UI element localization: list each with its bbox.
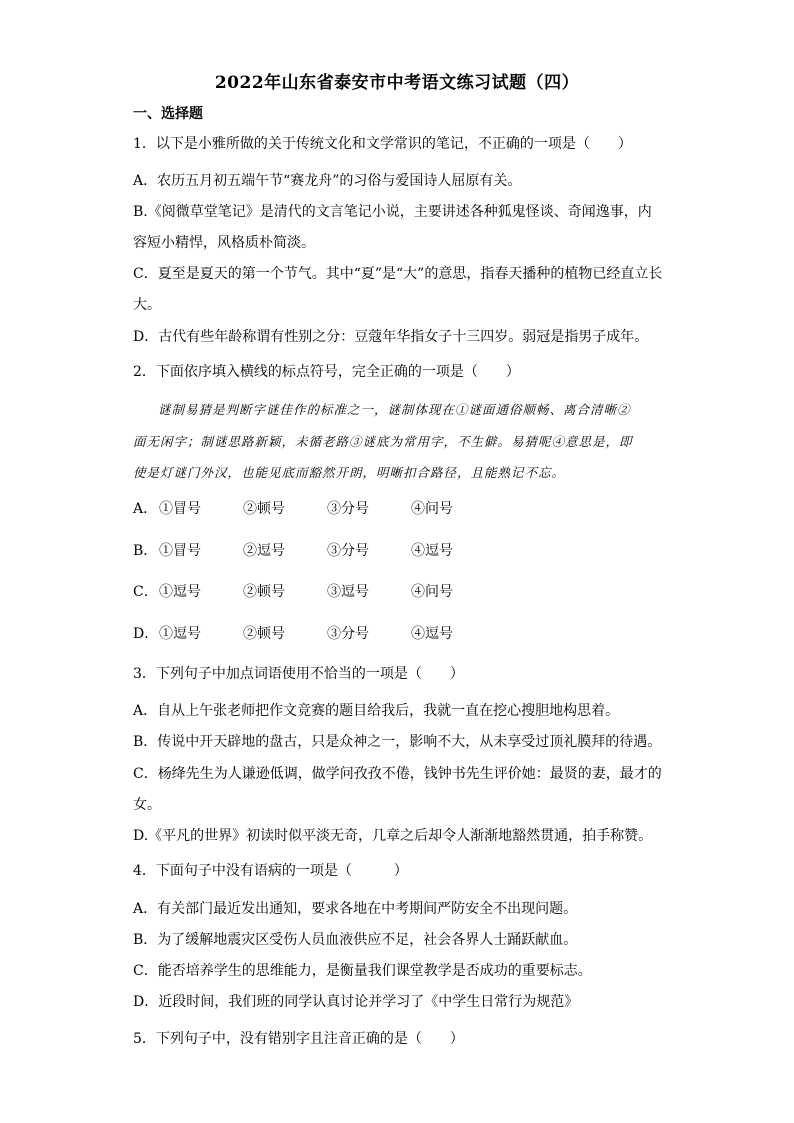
option-choice: ②顿号	[243, 626, 285, 642]
q3-option-c-line2: 女。	[133, 797, 161, 813]
q2-passage-line3: 使是灯谜门外汉，也能见底而豁然开朗，明晰扣合路径，且能熟记不忘。	[133, 465, 566, 480]
q1-option-b-line2: 容短小精悍，风格质朴简淡。	[133, 235, 315, 251]
q2-option-a	[133, 498, 495, 518]
option-choice: ③分号	[327, 501, 369, 517]
page-title: 2022年山东省泰安市中考语文练习试题（四）	[214, 73, 580, 93]
option-letter: B．	[133, 543, 158, 559]
option-letter: D．	[133, 626, 159, 642]
q3-option-d: D.《平凡的世界》初读时似平淡无奇，几章之后却令人渐渐地豁然贯通，拍手称赞。	[133, 828, 653, 844]
option-choice: ①冒号	[159, 543, 201, 559]
option-choice: ④问号	[411, 501, 453, 517]
option-choice: ②顿号	[243, 584, 285, 600]
option-choice: ①逗号	[159, 626, 201, 642]
q4-option-d: D．近段时间，我们班的同学认真讨论并学习了《中学生日常行为规范》	[133, 994, 579, 1010]
q2-option-c	[133, 581, 495, 601]
option-letter: C．	[133, 584, 158, 600]
option-choice: ④问号	[411, 584, 453, 600]
option-choice: ②逗号	[243, 543, 285, 559]
q1-option-c-line2: 大。	[133, 297, 161, 313]
q4-option-a: A．有关部门最近发出通知，要求各地在中考期间严防安全不出现问题。	[133, 901, 578, 917]
option-choice: ①冒号	[159, 501, 201, 517]
option-choice: ②顿号	[243, 501, 285, 517]
q5-stem: 5．下列句子中，没有错别字且注音正确的是（ ）	[133, 1031, 464, 1047]
q2-passage-line2: 面无闲字；制谜思路新颖，未循老路③谜底为常用字，不生僻。易猜呢④意思是，即	[133, 434, 633, 449]
q4-stem: 4．下面句子中没有语病的一项是（ ）	[133, 863, 408, 879]
q4-option-b: B．为了缓解地震灾区受伤人员血液供应不足，社会各界人士踊跃献血。	[133, 932, 578, 948]
option-choice: ④逗号	[411, 543, 453, 559]
q2-option-d	[133, 623, 495, 643]
option-choice: ①逗号	[159, 584, 201, 600]
q1-option-a: A．农历五月初五端午节“赛龙舟”的习俗与爱国诗人屈原有关。	[133, 173, 522, 189]
q3-option-b: B．传说中开天辟地的盘古，只是众神之一，影响不大，从未享受过顶礼膜拜的待遇。	[133, 734, 662, 750]
q1-option-c-line1: C．夏至是夏天的第一个节气。其中“夏”是“大”的意思，指春天播种的植物已经直立长	[133, 266, 663, 282]
q1-option-d: D．古代有些年龄称谓有性别之分：豆蔻年华指女子十三四岁。弱冠是指男子成年。	[133, 329, 649, 345]
q2-option-b	[133, 540, 495, 560]
option-choice: ③分号	[327, 626, 369, 642]
section-heading: 一、选择题	[133, 106, 203, 122]
q2-stem: 2．下面依序填入横线的标点符号，完全正确的一项是（ ）	[133, 364, 520, 380]
q2-passage-line1: 谜制易猜是判断字谜佳作的标准之一，谜制体现在①谜面通俗顺畅、离合清晰②	[158, 402, 631, 417]
option-letter: A．	[133, 501, 158, 517]
q4-option-c: C．能否培养学生的思维能力，是衡量我们课堂教学是否成功的重要标志。	[133, 963, 592, 979]
option-choice: ③分号	[327, 543, 369, 559]
q1-stem: 1．以下是小雅所做的关于传统文化和文学常识的笔记，不正确的一项是（ ）	[133, 136, 632, 152]
q1-option-b-line1: B.《阅微草堂笔记》是清代的文言笔记小说，主要讲述各种狐鬼怪谈、奇闻逸事，内	[133, 204, 652, 220]
q3-stem: 3．下列句子中加点词语使用不恰当的一项是（ ）	[133, 666, 464, 682]
q3-option-a: A．自从上午张老师把作文竞赛的题目给我后，我就一直在挖心搜胆地构思着。	[133, 703, 620, 719]
q3-option-c-line1: C．杨绛先生为人谦逊低调，做学问孜孜不倦，钱钟书先生评价她：最贤的妻，最才的	[133, 766, 662, 782]
option-choice: ③逗号	[327, 584, 369, 600]
option-choice: ④逗号	[411, 626, 453, 642]
